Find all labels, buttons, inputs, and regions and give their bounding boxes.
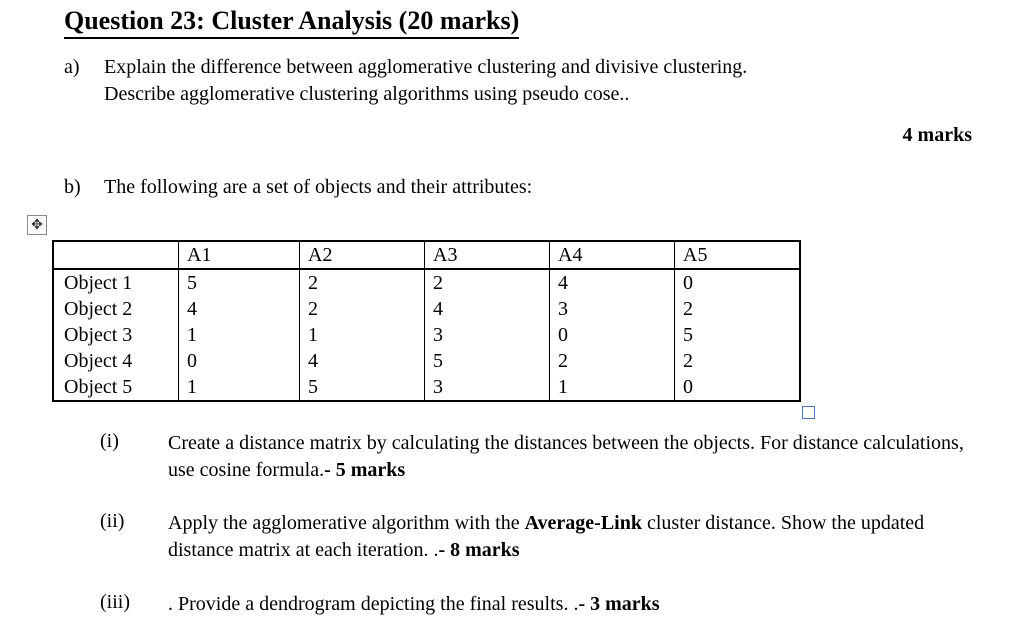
- table-header-cell: A2: [300, 241, 425, 269]
- part-a-label: a): [64, 56, 80, 78]
- attributes-table: [52, 240, 801, 402]
- table-cell: 2: [300, 269, 425, 296]
- table-cell: 3: [550, 296, 675, 322]
- table-header-row: [53, 241, 800, 269]
- table-cell: 2: [675, 296, 801, 322]
- table-cell: 4: [550, 269, 675, 296]
- table-cell: Object 3: [53, 322, 179, 348]
- part-a-line-1: Explain the difference between agglomerative clustering and divisive clustering.: [104, 56, 748, 78]
- table-row: [53, 348, 800, 374]
- page-title: Question 23: Cluster Analysis (20 marks): [64, 6, 519, 39]
- table-cell: 5: [425, 348, 550, 374]
- table-cell: 4: [179, 296, 300, 322]
- table-cell: Object 4: [53, 348, 179, 374]
- subquestion-text: . Provide a dendrogram depicting the final results. .- 3 marks: [168, 593, 660, 615]
- subquestion-number: (ii): [100, 510, 125, 532]
- part-a-line-2: Describe agglomerative clustering algorithms using pseudo cose..: [104, 83, 630, 105]
- table-row: [53, 296, 800, 322]
- table-cell: 4: [300, 348, 425, 374]
- table-header-cell: A4: [550, 241, 675, 269]
- subquestion-number: (iii): [100, 591, 130, 613]
- table-cell: 1: [179, 322, 300, 348]
- table-cell: 0: [179, 348, 300, 374]
- table-row: [53, 374, 800, 401]
- table-cell: Object 2: [53, 296, 179, 322]
- table-cell: 4: [425, 296, 550, 322]
- table-header-cell: A1: [179, 241, 300, 269]
- table-cell: 0: [550, 322, 675, 348]
- table-cell: 1: [300, 322, 425, 348]
- table-cell: 2: [425, 269, 550, 296]
- table-cell: Object 1: [53, 269, 179, 296]
- subquestion-text: Create a distance matrix by calculating the distances between the objects. For distance calculations, use cosine formula.- 5 marks: [168, 432, 964, 481]
- table-cell: Object 5: [53, 374, 179, 401]
- subquestion-text: Apply the agglomerative algorithm with the Average-Link cluster distance. Show the updated distance matrix at each iteration. .- 8 marks: [168, 512, 925, 561]
- table-header-cell: [53, 241, 179, 269]
- table-cell: 2: [300, 296, 425, 322]
- table-cell: 5: [675, 322, 801, 348]
- move-icon[interactable]: ✥: [27, 215, 47, 235]
- table-cell: 2: [550, 348, 675, 374]
- table-header-cell: A5: [675, 241, 801, 269]
- part-b-label: b): [64, 176, 81, 198]
- resize-handle-icon[interactable]: [802, 406, 815, 419]
- table-row: [53, 322, 800, 348]
- part-a-marks: 4 marks: [902, 124, 972, 146]
- subquestion-marks: - 3 marks: [578, 593, 660, 615]
- subquestion-marks: - 8 marks: [438, 539, 520, 561]
- subquestion-number: (i): [100, 430, 119, 452]
- table-cell: 1: [550, 374, 675, 401]
- table-cell: 5: [179, 269, 300, 296]
- table-row: [53, 269, 800, 296]
- subquestion-marks: - 5 marks: [324, 459, 406, 481]
- table-cell: 2: [675, 348, 801, 374]
- table-cell: 0: [675, 269, 801, 296]
- part-b-text: The following are a set of objects and their attributes:: [104, 176, 533, 198]
- table-header-cell: A3: [425, 241, 550, 269]
- table-cell: 1: [179, 374, 300, 401]
- table-cell: 3: [425, 322, 550, 348]
- table-cell: 3: [425, 374, 550, 401]
- table-cell: 5: [300, 374, 425, 401]
- table-cell: 0: [675, 374, 801, 401]
